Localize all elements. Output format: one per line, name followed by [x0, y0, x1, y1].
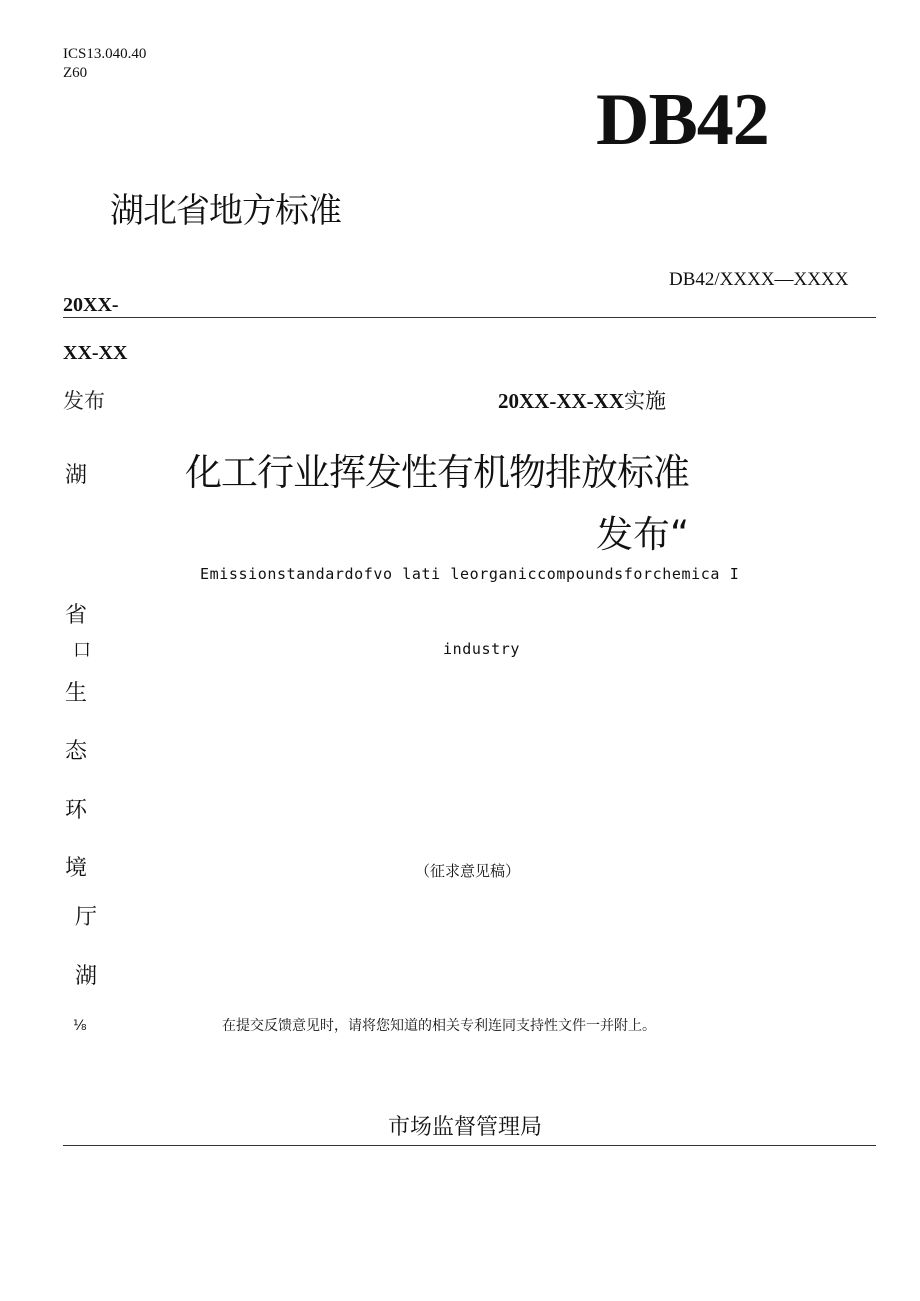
- issuer-char: 口: [73, 640, 91, 661]
- classification-code: Z60: [63, 65, 88, 81]
- issuer-char: ⅛: [73, 1018, 87, 1034]
- issuer-char: 湖: [75, 964, 98, 989]
- document-title: 化工行业挥发性有机物排放标准: [185, 451, 689, 494]
- publish-label: 发布: [63, 389, 105, 413]
- footer-divider: [63, 1145, 876, 1146]
- publish-date-line1: 20XX-: [63, 294, 119, 316]
- implement-date-line: [498, 387, 666, 415]
- standard-logo: DB42: [596, 79, 769, 161]
- issuer-char: 省: [65, 603, 88, 628]
- standard-number: DB42/XXXX—XXXX: [669, 269, 849, 290]
- english-title-line2: industry: [443, 640, 521, 658]
- document-title-trailing: 发布“: [596, 513, 690, 556]
- draft-label: （征求意见稿）: [415, 862, 521, 880]
- implement-date: 20XX-XX-XX: [498, 389, 624, 413]
- publish-date-line2: XX-XX: [63, 342, 128, 364]
- issuer-char: 态: [65, 739, 88, 764]
- issuer-char: 环: [65, 798, 88, 823]
- issuer-char: 厅: [75, 905, 98, 930]
- english-title-line1: Emissionstandardofvo lati leorganiccompoundsforchemica I: [200, 565, 740, 583]
- ics-code: ICS13.040.40: [63, 46, 147, 62]
- issuer-char: 湖: [65, 463, 88, 488]
- implement-label: 实施: [623, 389, 666, 413]
- issuing-bureau: 市场监督管理局: [388, 1115, 543, 1140]
- header-divider: [63, 317, 876, 318]
- patent-notice: 在提交反馈意见时，请将您知道的相关专利连同支持性文件一并附上。: [222, 1018, 656, 1034]
- standard-type-title: 湖北省地方标准: [110, 191, 341, 231]
- issuer-char: 生: [65, 681, 88, 706]
- issuer-char: 境: [65, 856, 88, 881]
